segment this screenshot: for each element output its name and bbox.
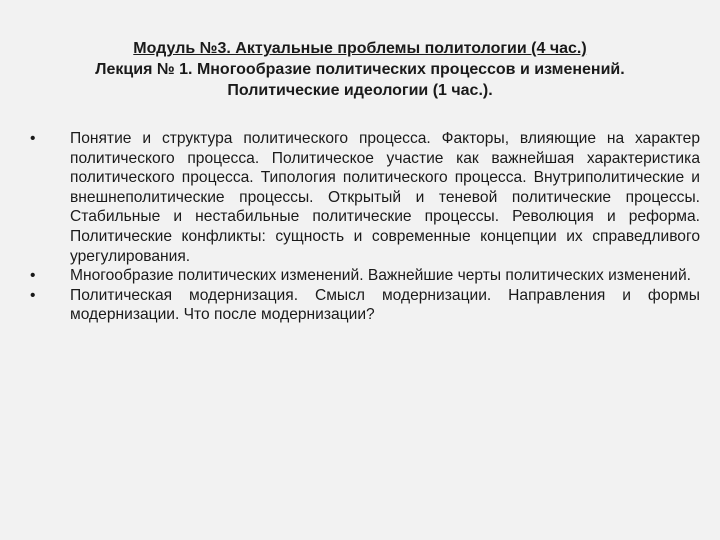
slide-header [40, 38, 680, 101]
bullet-icon: • [30, 286, 36, 304]
bullet-text: Политическая модернизация. Смысл модернизации. Направления и формы модернизации. Что после модернизации? [70, 286, 700, 324]
bullet-list [30, 129, 700, 325]
lecture-title: Лекция № 1. Многообразие политических процессов и изменений. [95, 61, 625, 78]
bullet-text: Многообразие политических изменений. Важнейшие черты политических изменений. [70, 267, 691, 285]
bullet-icon: • [30, 267, 36, 285]
list-item [30, 129, 700, 266]
lecture-subtitle: Политические идеологии (1 час.). [227, 82, 493, 99]
list-item [30, 266, 700, 286]
module-title: Модуль №3. Актуальные проблемы политологии (4 час.) [133, 40, 587, 57]
bullet-text: Понятие и структура политического процесса. Факторы, влияющие на характер политического процесса. Политическое участие как важнейшая характеристика политического процесса. Типология политического процесса. Внутриполитические и внешнеполитические процессы. Открытый и теневой политические процессы. Стабильные и нестабильные политические процессы. Революция и реформа. Политические конфликты: сущность и современные концепции их справедливого урегулирования. [70, 130, 700, 265]
bullet-icon: • [30, 130, 36, 147]
list-item [30, 286, 700, 325]
